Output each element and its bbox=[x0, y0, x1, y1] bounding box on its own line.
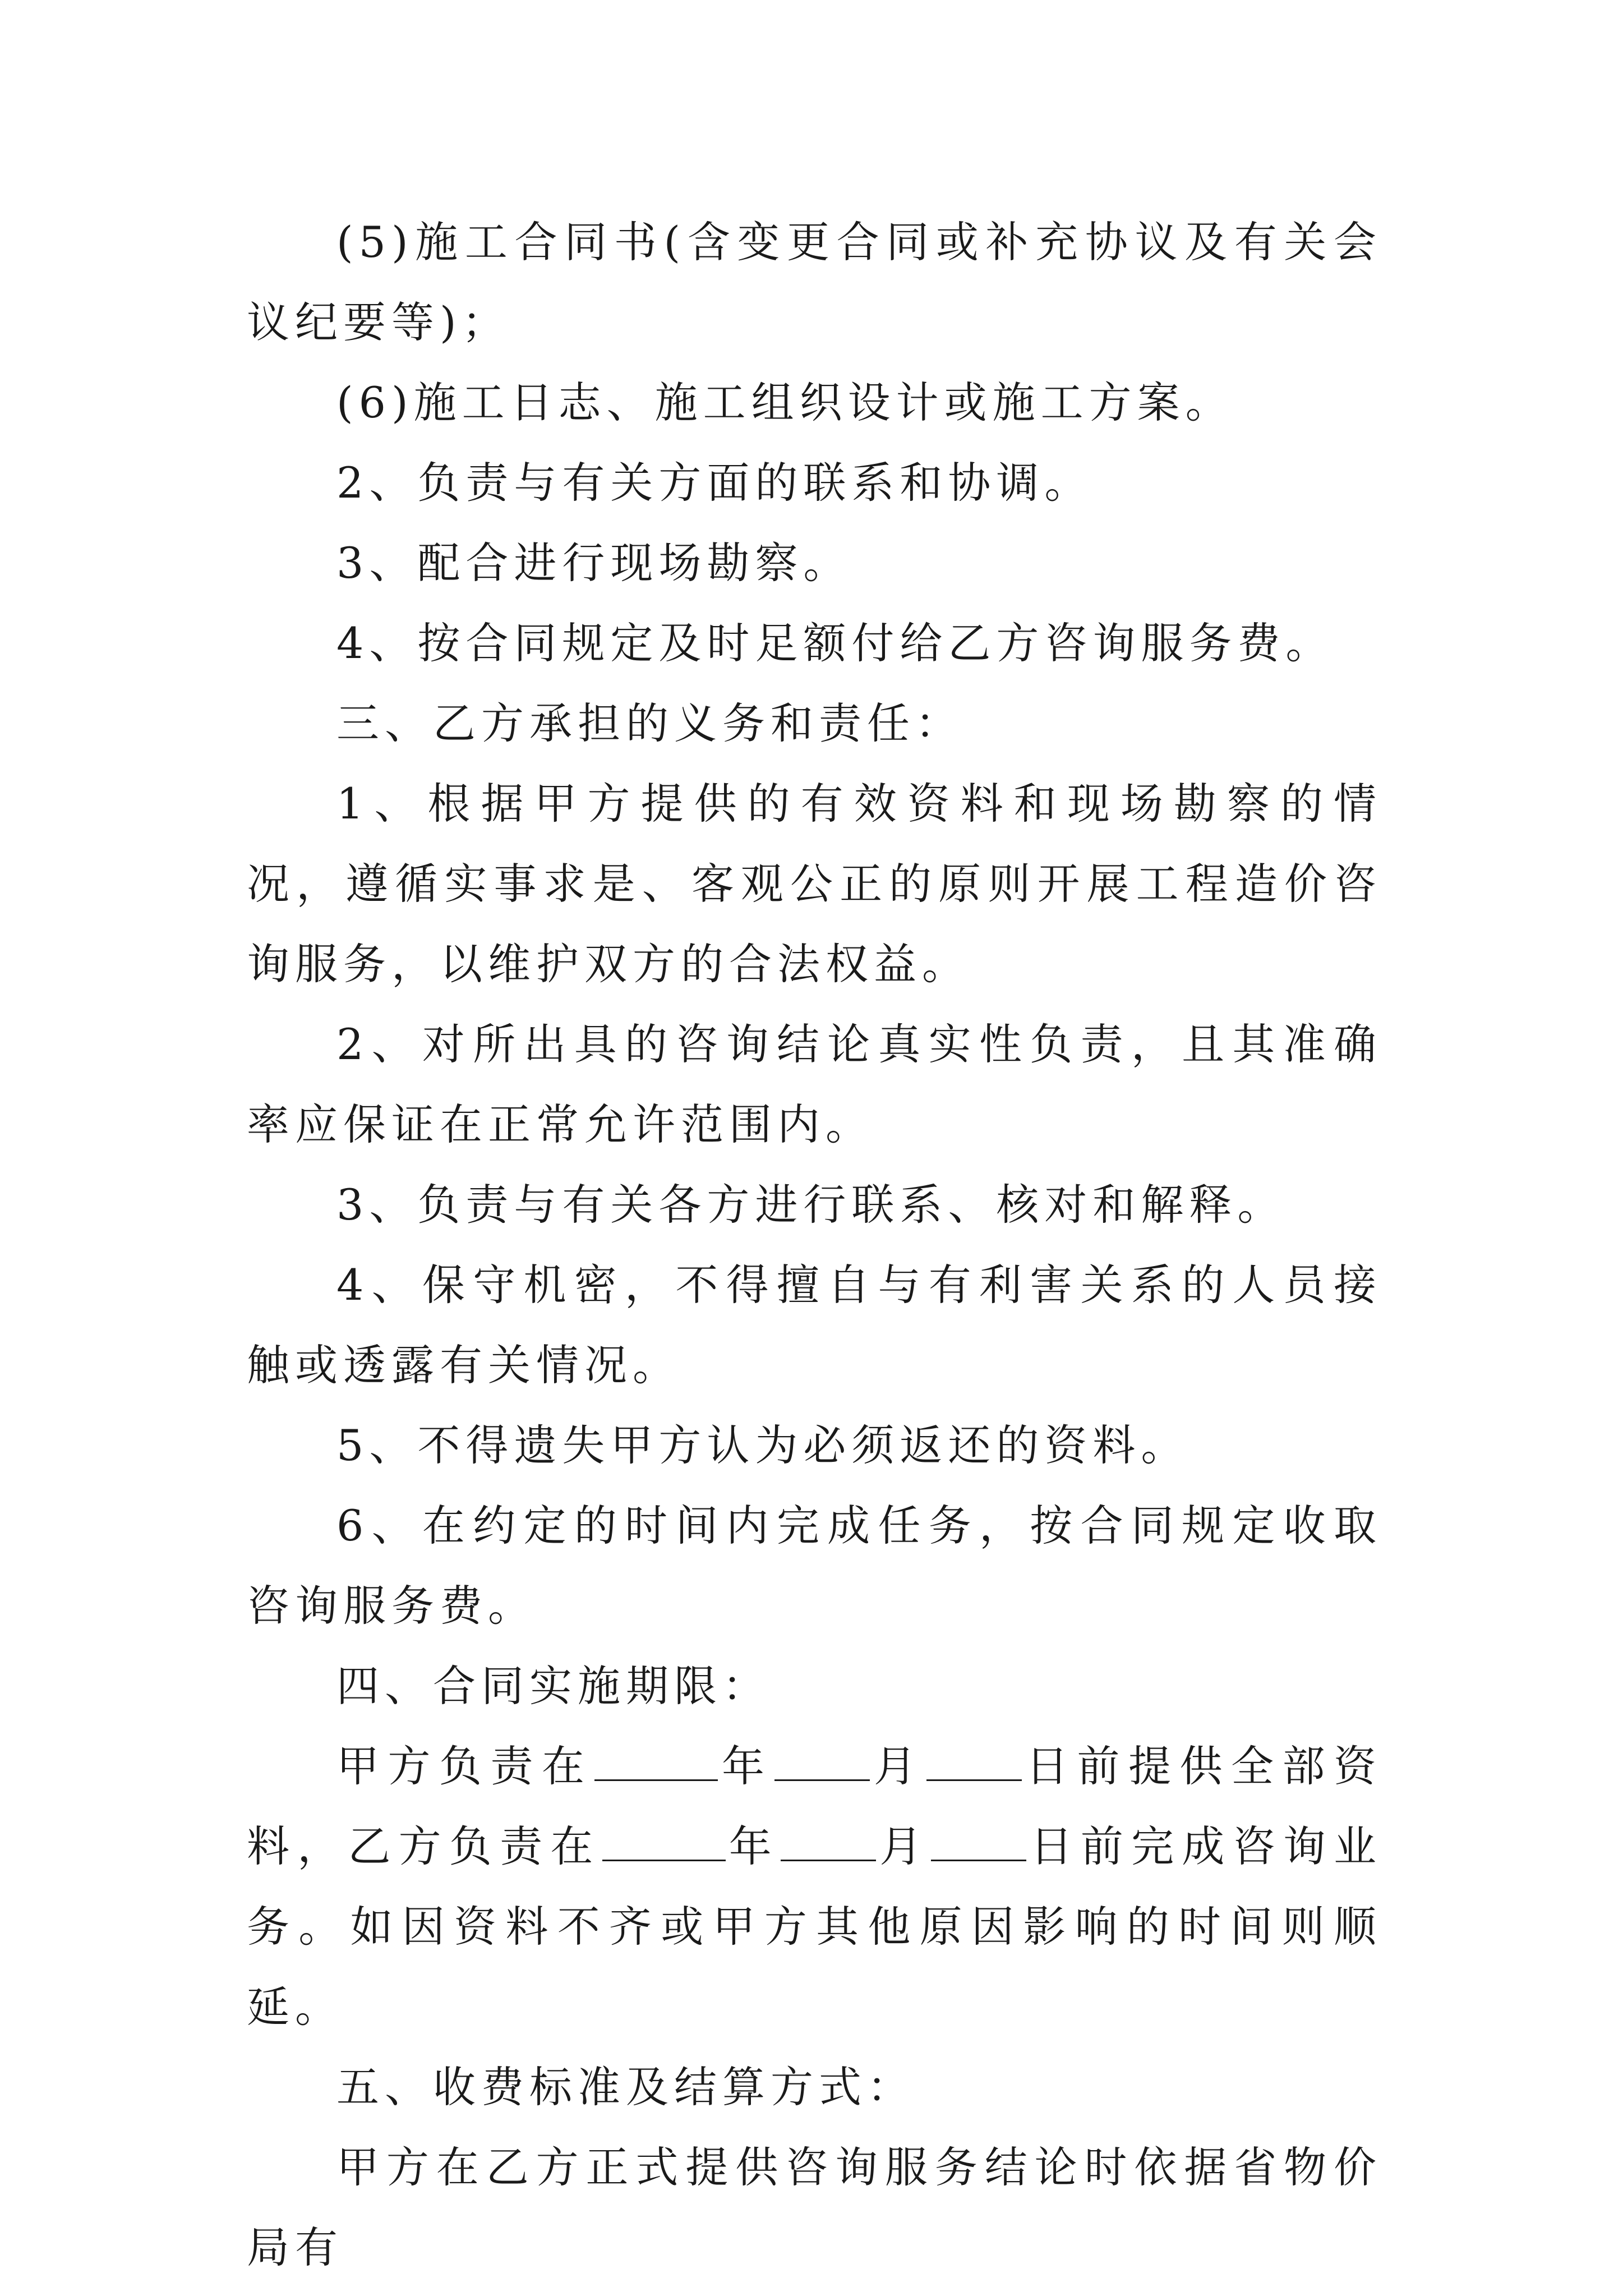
paragraph-obligation-1: 1、根据甲方提供的有效资料和现场勘察的情况，遵循实事求是、客观公正的原则开展工程造价咨询服务，以维护双方的合法权益。 bbox=[247, 779, 1382, 989]
blank-year-2 bbox=[602, 1817, 726, 1861]
paragraph-fee-basis: 甲方在乙方正式提供咨询服务结论时依据省物价局有 bbox=[247, 2142, 1382, 2272]
deadline-text-7: 日前完成咨询业务。如因资料不齐或甲方其他原因影响的时间则顺延。 bbox=[247, 1821, 1382, 2032]
deadline-text-3: 月 bbox=[870, 1741, 925, 1791]
paragraph-contract-documents: (5)施工合同书(含变更合同或补充协议及有关会议纪要等)； bbox=[247, 217, 1382, 347]
paragraph-obligation-6: 6、在约定的时间内完成任务，按合同规定收取咨询服务费。 bbox=[247, 1501, 1382, 1631]
paragraph-site-survey: 3、配合进行现场勘察。 bbox=[336, 538, 852, 588]
blank-year-1 bbox=[594, 1737, 718, 1781]
deadline-text-6: 月 bbox=[877, 1821, 930, 1871]
blank-day-2 bbox=[931, 1817, 1026, 1861]
paragraph-deadline bbox=[247, 1726, 1382, 2047]
section-heading-fees: 五、收费标准及结算方式： bbox=[336, 2062, 915, 2112]
blank-month-2 bbox=[781, 1817, 876, 1861]
deadline-text-5: 年 bbox=[726, 1821, 780, 1871]
paragraph-payment: 4、按合同规定及时足额付给乙方咨询服务费。 bbox=[336, 618, 1334, 668]
paragraph-obligation-4: 4、保守机密，不得擅自与有利害关系的人员接触或透露有关情况。 bbox=[247, 1260, 1382, 1390]
blank-month-1 bbox=[774, 1737, 870, 1781]
section-heading-party-b-obligations: 三、乙方承担的义务和责任： bbox=[336, 698, 963, 748]
section-heading-contract-term: 四、合同实施期限： bbox=[336, 1661, 771, 1711]
paragraph-coordination: 2、负责与有关方面的联系和协调。 bbox=[336, 458, 1093, 508]
deadline-text-2: 年 bbox=[718, 1741, 773, 1791]
paragraph-obligation-5: 5、不得遗失甲方认为必须返还的资料。 bbox=[336, 1420, 1189, 1470]
blank-day-1 bbox=[926, 1737, 1022, 1781]
deadline-text-4: 日前提供全部资料，乙方负责在 bbox=[247, 1741, 1382, 1871]
deadline-text-1: 甲方负责在 bbox=[336, 1741, 593, 1791]
paragraph-construction-log: (6)施工日志、施工组织设计或施工方案。 bbox=[336, 378, 1234, 427]
paragraph-obligation-3: 3、负责与有关各方进行联系、核对和解释。 bbox=[336, 1180, 1286, 1230]
paragraph-obligation-2: 2、对所出具的咨询结论真实性负责，且其准确率应保证在正常允许范围内。 bbox=[247, 1019, 1382, 1149]
